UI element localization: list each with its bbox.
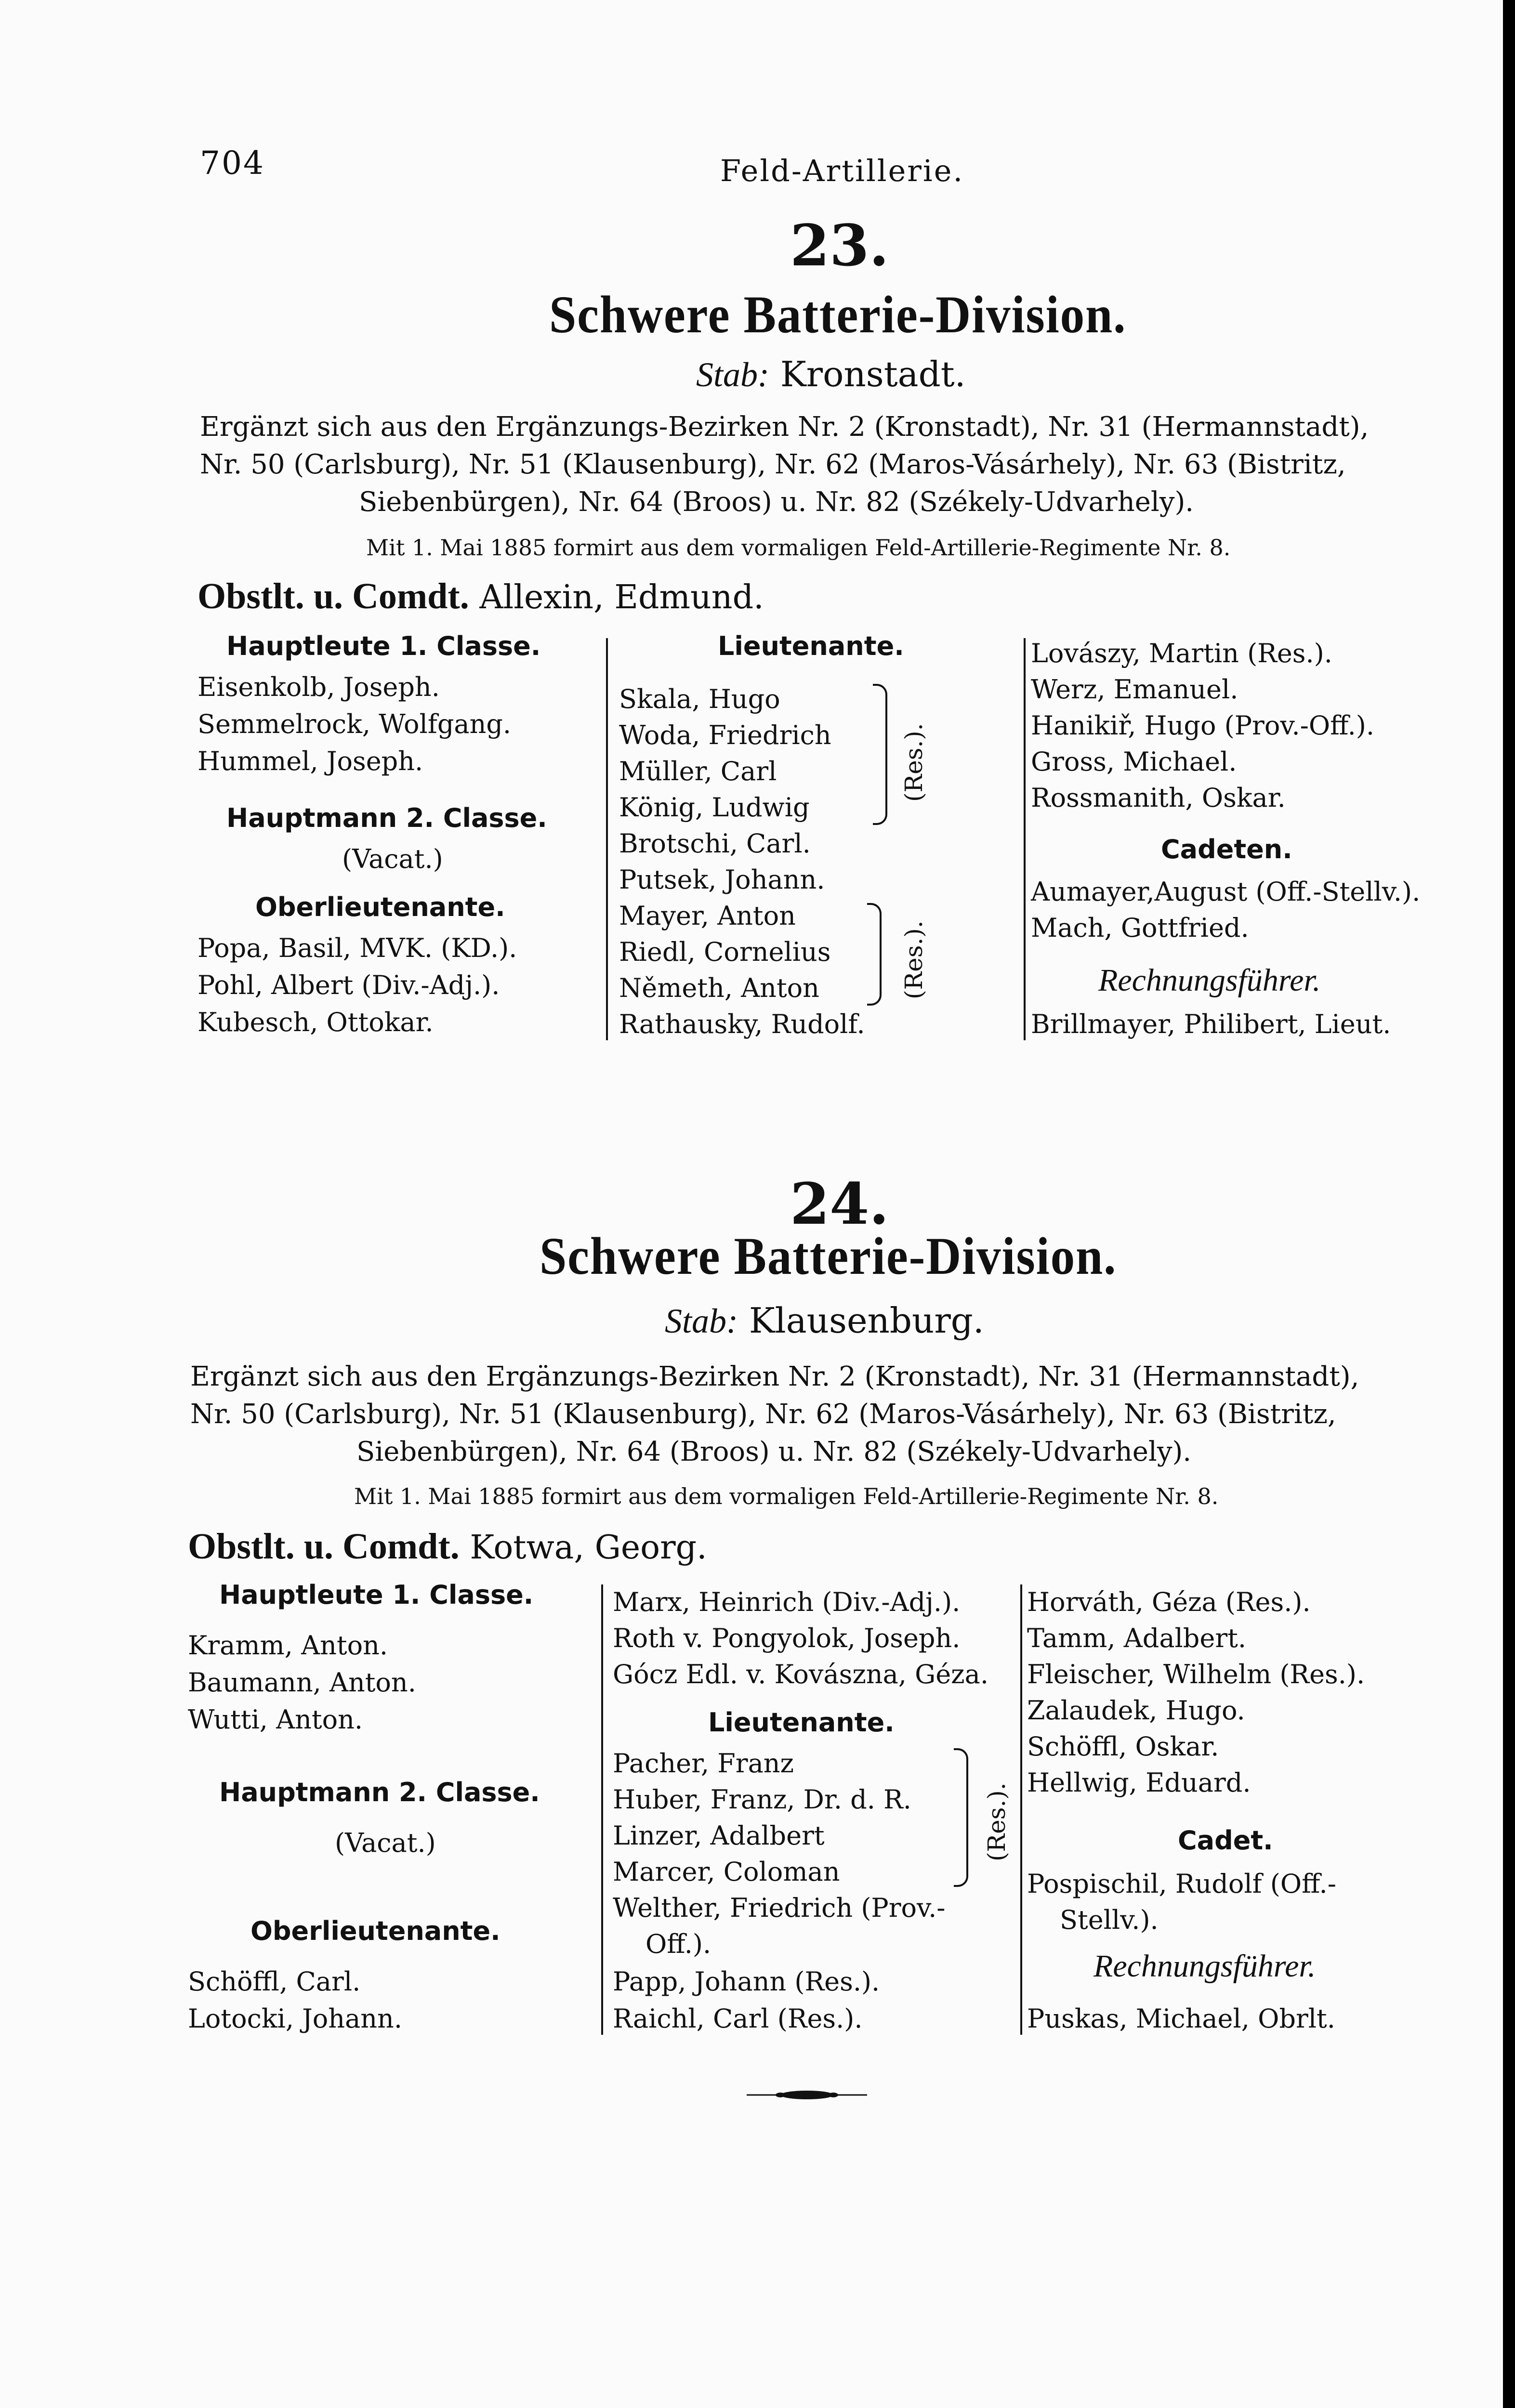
heading-hauptmann-2: Hauptmann 2. Classe. [226, 803, 547, 833]
list-item: Hellwig, Eduard. [1027, 1767, 1251, 1798]
heading-cadet: Cadet. [1178, 1825, 1273, 1856]
vacat-text: (Vacat.) [335, 1828, 436, 1858]
section-23-title: Schwere Batterie-Division. [549, 285, 1127, 344]
list-item: Linzer, Adalbert [613, 1820, 825, 1851]
heading-cadeten: Cadeten. [1161, 834, 1292, 864]
list-item: Zalaudek, Hugo. [1027, 1695, 1245, 1726]
section-23-recruit-line-3: Siebenbürgen), Nr. 64 (Broos) u. Nr. 82 (Székely-Udvarhely). [359, 486, 1194, 518]
list-item: Gross, Michael. [1031, 746, 1237, 777]
heading-lieutenante: Lieutenante. [708, 1707, 895, 1738]
commander-rank: Obstlt. u. Comdt. [198, 576, 469, 616]
list-item: Putsek, Johann. [619, 864, 825, 895]
list-item: Hummel, Joseph. [198, 746, 423, 776]
section-24-number: 24. [790, 1170, 889, 1237]
column-rule [606, 638, 608, 1040]
column-rule [1024, 638, 1026, 1040]
list-item: Mayer, Anton [619, 901, 796, 931]
section-23-number: 23. [790, 212, 889, 279]
list-item: Stellv.). [1060, 1905, 1159, 1935]
list-item: Němeth, Anton [619, 973, 819, 1003]
list-item: Müller, Carl [619, 756, 777, 786]
list-item: Marcer, Coloman [613, 1857, 840, 1887]
column-rule [601, 1584, 603, 2035]
list-item: Riedl, Cornelius [619, 937, 831, 967]
list-item: Pacher, Franz [613, 1748, 794, 1779]
column-rule [1020, 1584, 1022, 2035]
list-item: Pohl, Albert (Div.-Adj.). [198, 970, 500, 1000]
heading-hauptleute-1: Hauptleute 1. Classe. [226, 631, 541, 661]
list-item: Schöffl, Carl. [188, 1966, 361, 1997]
list-item: Tamm, Adalbert. [1027, 1623, 1246, 1653]
ornament-divider [747, 2085, 867, 2105]
list-item: Kramm, Anton. [188, 1630, 388, 1661]
section-24-stab [665, 1300, 984, 1341]
list-item: Gócz Edl. v. Kovászna, Géza. [613, 1659, 988, 1689]
section-23-commander [198, 576, 764, 617]
list-item: Roth v. Pongyolok, Joseph. [613, 1623, 961, 1653]
heading-lieutenante: Lieutenante. [718, 631, 904, 661]
commander-rank: Obstlt. u. Comdt. [188, 1526, 460, 1567]
list-item: Semmelrock, Wolfgang. [198, 709, 512, 739]
list-item: Welther, Friedrich (Prov.- [613, 1893, 946, 1923]
list-item: Skala, Hugo [619, 684, 780, 714]
list-item: Marx, Heinrich (Div.-Adj.). [613, 1587, 961, 1617]
list-item: Horváth, Géza (Res.). [1027, 1587, 1311, 1617]
section-24-title: Schwere Batterie-Division. [540, 1227, 1117, 1285]
page-number: 704 [200, 144, 265, 182]
list-item: Pospischil, Rudolf (Off.- [1027, 1869, 1336, 1899]
section-23-stab [696, 354, 966, 395]
list-item: Rathausky, Rudolf. [619, 1009, 865, 1039]
list-item: Eisenkolb, Joseph. [198, 672, 440, 702]
section-24-recruit-line-3: Siebenbürgen), Nr. 64 (Broos) u. Nr. 82 (Székely-Udvarhely). [356, 1436, 1192, 1467]
stab-place: Klausenburg. [749, 1300, 984, 1341]
list-item: Baumann, Anton. [188, 1667, 416, 1698]
section-24-formed-note: Mit 1. Mai 1885 formirt aus dem vormaligen Feld-Artillerie-Regimente Nr. 8. [354, 1483, 1219, 1509]
list-item: Huber, Franz, Dr. d. R. [613, 1784, 911, 1815]
list-item: Lotocki, Johann. [188, 2003, 402, 2034]
heading-oberlieutenante: Oberlieutenante. [255, 892, 505, 922]
heading-oberlieutenante: Oberlieutenante. [250, 1916, 501, 1946]
section-24-commander [188, 1526, 707, 1568]
reserve-brace [954, 1748, 968, 1887]
list-item: Aumayer,August (Off.-Stellv.). [1031, 877, 1421, 907]
list-item: Kubesch, Ottokar. [198, 1007, 434, 1037]
list-item: Brotschi, Carl. [619, 828, 811, 859]
section-24-recruit-line-2: Nr. 50 (Carlsburg), Nr. 51 (Klausenburg), Nr. 62 (Maros-Vásárhely), Nr. 63 (Bistritz, [190, 1399, 1336, 1430]
heading-hauptleute-1: Hauptleute 1. Classe. [219, 1580, 534, 1610]
reserve-brace [873, 684, 887, 825]
list-item: Wutti, Anton. [188, 1704, 363, 1735]
heading-hauptmann-2: Hauptmann 2. Classe. [219, 1777, 540, 1807]
list-item: Popa, Basil, MVK. (KD.). [198, 933, 517, 963]
running-head: Feld-Artillerie. [720, 153, 964, 188]
reserve-label: (Res.). [983, 1782, 1011, 1861]
stab-place: Kronstadt. [780, 354, 966, 394]
list-item: Fleischer, Wilhelm (Res.). [1027, 1659, 1365, 1689]
section-23-formed-note: Mit 1. Mai 1885 formirt aus dem vormaligen Feld-Artillerie-Regimente Nr. 8. [366, 535, 1231, 561]
list-item: Lovászy, Martin (Res.). [1031, 638, 1332, 668]
reserve-label: (Res.). [900, 920, 928, 999]
section-23-recruit-line-2: Nr. 50 (Carlsburg), Nr. 51 (Klausenburg), Nr. 62 (Maros-Vásárhely), Nr. 63 (Bistritz, [200, 449, 1346, 480]
reserve-brace [867, 903, 882, 1006]
list-item: Off.). [646, 1929, 711, 1959]
stab-label: Stab: [665, 1302, 738, 1340]
commander-name: Allexin, Edmund. [479, 578, 764, 616]
list-item: Papp, Johann (Res.). [613, 1966, 880, 1997]
list-item: Hanikiř, Hugo (Prov.-Off.). [1031, 710, 1374, 741]
vacat-text: (Vacat.) [342, 844, 443, 874]
list-item: Rossmanith, Oskar. [1031, 783, 1286, 813]
list-item: Mach, Gottfried. [1031, 913, 1249, 943]
list-item: Brillmayer, Philibert, Lieut. [1031, 1009, 1391, 1039]
list-item: Raichl, Carl (Res.). [613, 2003, 863, 2034]
list-item: König, Ludwig [619, 792, 810, 823]
heading-rechnungsfuehrer: Rechnungsführer. [1098, 963, 1321, 998]
list-item: Puskas, Michael, Obrlt. [1027, 2003, 1335, 2034]
section-24-recruit-line-1: Ergänzt sich aus den Ergänzungs-Bezirken Nr. 2 (Kronstadt), Nr. 31 (Hermannstadt), [190, 1361, 1359, 1392]
stab-label: Stab: [696, 355, 769, 394]
heading-rechnungsfuehrer: Rechnungsführer. [1093, 1949, 1316, 1984]
list-item: Schöffl, Oskar. [1027, 1731, 1219, 1762]
section-23-recruit-line-1: Ergänzt sich aus den Ergänzungs-Bezirken Nr. 2 (Kronstadt), Nr. 31 (Hermannstadt), [200, 411, 1369, 443]
commander-name: Kotwa, Georg. [470, 1529, 707, 1567]
reserve-label: (Res.). [900, 723, 928, 802]
list-item: Woda, Friedrich [619, 720, 831, 750]
list-item: Werz, Emanuel. [1031, 674, 1238, 705]
